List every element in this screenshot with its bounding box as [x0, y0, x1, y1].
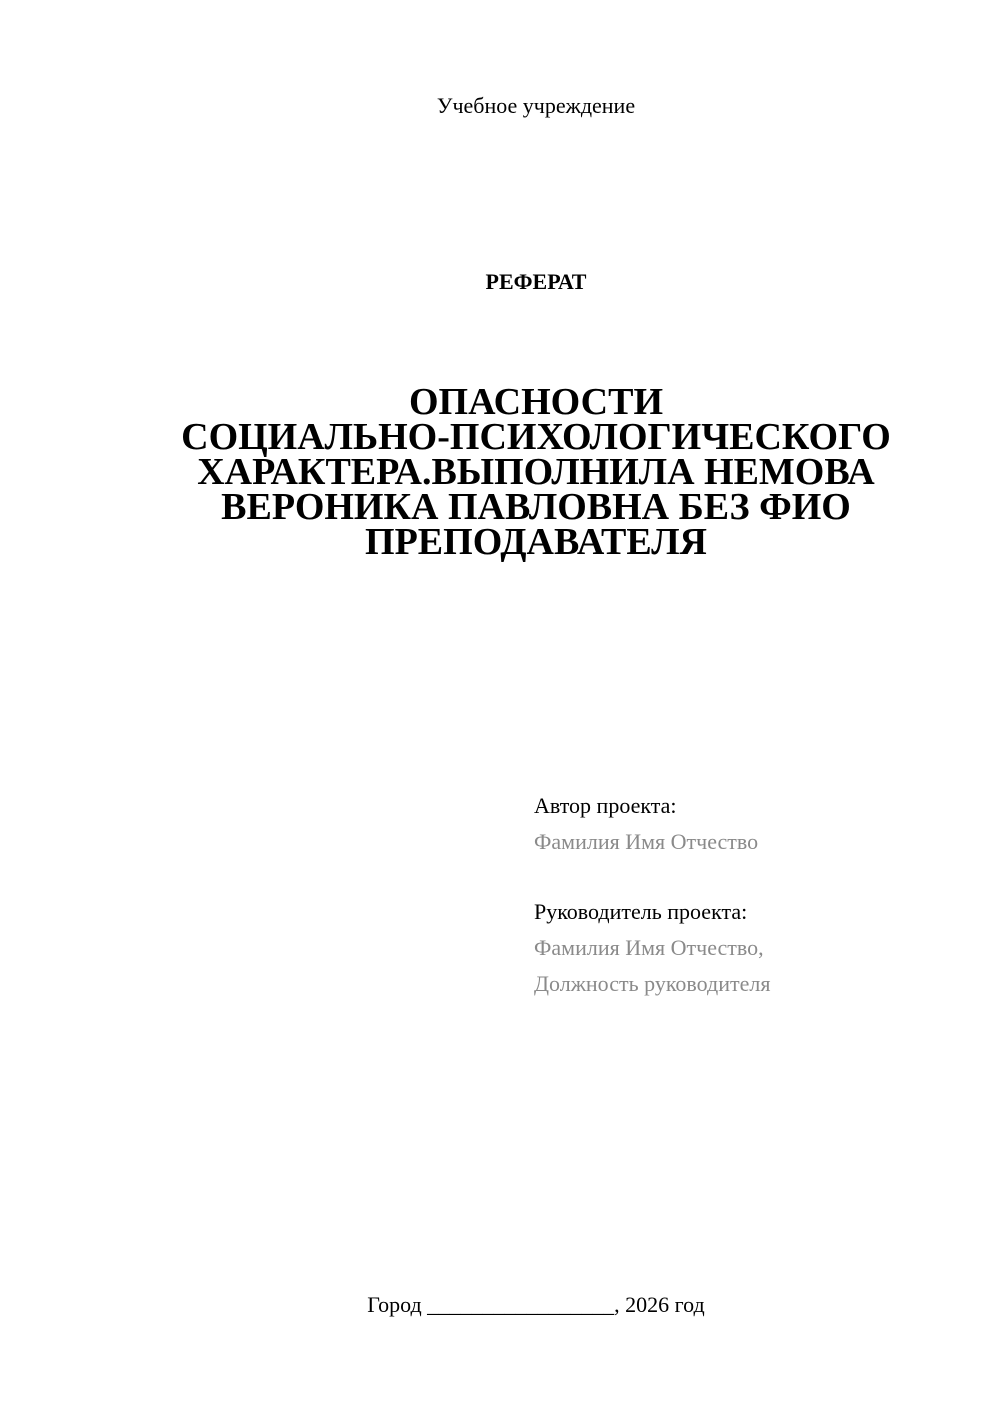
title-line: ХАРАКТЕРА.ВЫПОЛНИЛА НЕМОВА	[197, 451, 875, 493]
city-year-line: Город _________________, 2026 год	[367, 1292, 705, 1317]
supervisor-label: Руководитель проекта:	[534, 899, 748, 924]
spacer	[534, 860, 974, 894]
supervisor-name: Фамилия Имя Отчество,	[534, 935, 764, 960]
document-title	[150, 381, 922, 563]
title-line: ВЕРОНИКА ПАВЛОВНА БЕЗ ФИО	[221, 486, 851, 528]
author-name: Фамилия Имя Отчество	[534, 829, 759, 854]
document-type: РЕФЕРАТ	[485, 269, 587, 294]
title-line: ПРЕПОДАВАТЕЛЯ	[365, 521, 707, 563]
authors-block	[534, 788, 974, 1002]
supervisor-position: Должность руководителя	[534, 971, 771, 996]
institution-name: Учебное учреждение	[436, 93, 636, 118]
title-line: ОПАСНОСТИ	[408, 381, 664, 423]
author-label: Автор проекта:	[534, 793, 677, 818]
title-line: СОЦИАЛЬНО-ПСИХОЛОГИЧЕСКОГО	[181, 416, 891, 458]
